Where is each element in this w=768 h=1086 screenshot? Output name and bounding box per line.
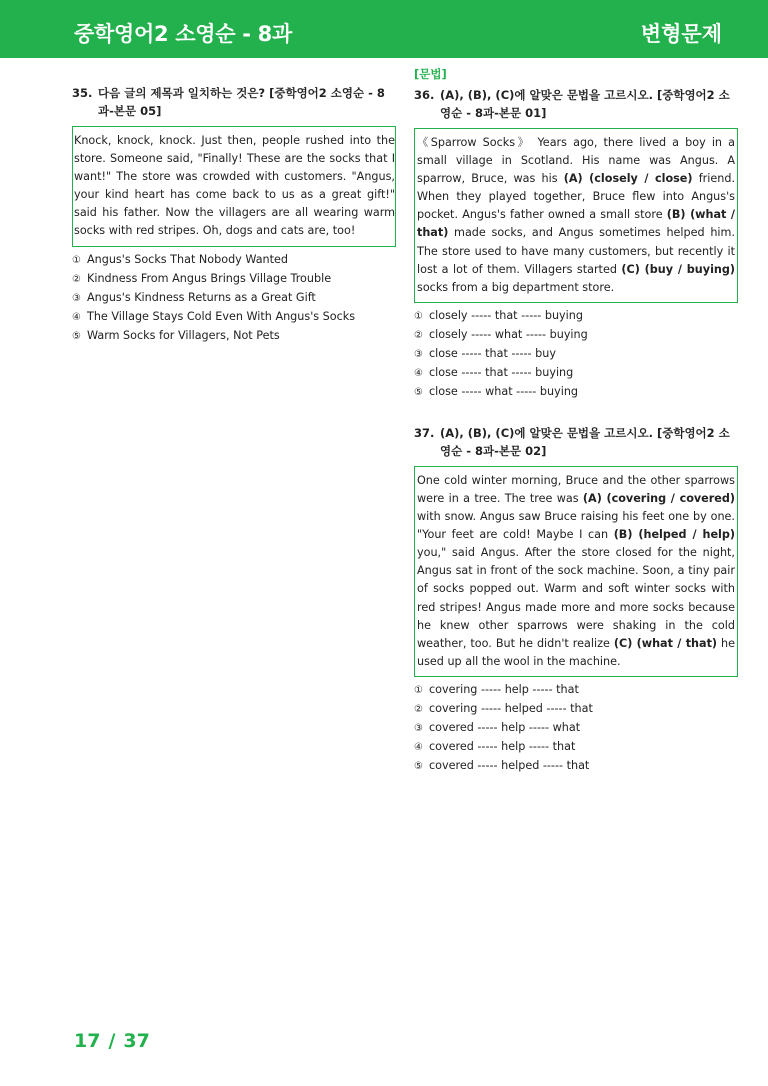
question-number: 35. — [72, 86, 93, 100]
question-text: (A), (B), (C)에 알맞은 문법을 고르시오. [중학영어2 소영순 - 8과-본문 01] — [440, 88, 730, 120]
option-1[interactable] — [414, 681, 738, 700]
blank-a: (A) (closely / close) — [563, 172, 693, 186]
question-35-prompt — [72, 84, 396, 120]
option-1[interactable] — [72, 251, 396, 270]
right-column — [414, 66, 738, 776]
left-column — [72, 84, 396, 346]
option-marker: ① — [72, 254, 81, 266]
option-text: covered ----- helped ----- that — [429, 758, 590, 772]
option-text: Kindness From Angus Brings Village Trouble — [87, 271, 332, 285]
current-page: 17 — [74, 1030, 101, 1052]
total-pages: 37 — [123, 1030, 150, 1052]
question-number: 37. — [414, 425, 435, 440]
blank-a: (A) (covering / covered) — [582, 491, 735, 505]
blank-c: (C) (buy / buying) — [621, 262, 735, 276]
blank-c: (C) (what / that) — [613, 636, 718, 650]
option-marker: ② — [414, 703, 423, 715]
page-separator: / — [108, 1030, 116, 1052]
option-marker: ① — [414, 684, 423, 696]
option-text: close ----- that ----- buy — [429, 346, 556, 360]
question-36-passage — [414, 128, 738, 303]
option-marker: ④ — [414, 367, 423, 379]
option-marker: ③ — [414, 722, 423, 734]
option-marker: ② — [72, 273, 81, 285]
option-3[interactable] — [414, 719, 738, 738]
question-text: 다음 글의 제목과 일치하는 것은? [중학영어2 소영순 - 8과-본문 05] — [98, 86, 385, 118]
question-35-passage: Knock, knock, knock. Just then, people rushed into the store. Someone said, "Finally! These are the socks that I want!" The store was crowded with customers. "Angus, your kind heart has come back to us as a great gift!" said his father. Now the villagers are all wearing warm socks with red stripes. Oh, dogs and cats are, too! — [72, 126, 396, 247]
option-4[interactable] — [72, 308, 396, 327]
question-number: 36. — [414, 88, 435, 102]
passage-text: One cold winter morning, Bruce and the other sparrows were in a tree. The tree was — [417, 473, 735, 505]
option-4[interactable] — [414, 738, 738, 757]
option-text: The Village Stays Cold Even With Angus's Socks — [87, 309, 356, 323]
spacer — [414, 402, 738, 424]
question-text: (A), (B), (C)에 알맞은 문법을 고르시오. [중학영어2 소영순 - 8과-본문 02] — [440, 425, 730, 458]
option-4[interactable] — [414, 364, 738, 383]
option-5[interactable] — [414, 383, 738, 402]
option-2[interactable] — [72, 270, 396, 289]
option-1[interactable] — [414, 307, 738, 326]
option-3[interactable] — [72, 289, 396, 308]
category-tag: [문법] — [414, 67, 447, 81]
question-37-prompt — [414, 424, 738, 460]
option-marker: ④ — [72, 311, 81, 323]
question-35-options — [72, 251, 396, 346]
option-marker: ⑤ — [414, 386, 423, 398]
header-title: 중학영어2 소영순 - 8과 — [74, 22, 292, 46]
option-3[interactable] — [414, 345, 738, 364]
passage-text: friend. When they played together, Bruce flew into Angus's pocket. Angus's father owned a small store — [417, 172, 735, 222]
question-37-options — [414, 681, 738, 776]
page-number — [74, 1030, 150, 1052]
option-marker: ⑤ — [72, 330, 81, 342]
option-marker: ④ — [414, 741, 423, 753]
passage-text: he used up all the wool in the machine. — [417, 636, 736, 668]
option-text: covered ----- help ----- that — [429, 739, 576, 753]
option-text: Angus's Socks That Nobody Wanted — [87, 252, 289, 266]
question-37-passage — [414, 466, 738, 677]
blank-b: (B) (what / that) — [417, 208, 735, 240]
option-text: covered ----- help ----- what — [429, 720, 581, 734]
option-marker: ③ — [414, 348, 423, 360]
option-marker: ⑤ — [414, 760, 423, 772]
option-marker: ① — [414, 310, 423, 322]
question-36-prompt — [414, 86, 738, 122]
option-text: close ----- what ----- buying — [429, 384, 579, 398]
option-5[interactable] — [414, 757, 738, 776]
option-marker: ③ — [72, 292, 81, 304]
option-2[interactable] — [414, 326, 738, 345]
option-text: Warm Socks for Villagers, Not Pets — [87, 328, 280, 342]
passage-text: you," said Angus. After the store closed for the night, Angus sat in front of the sock machine. Soon, a tiny pair of socks popped out. Warm and soft winter socks with red stripes! Angus made more and more socks because he knew other sparrows were shaking in the cold weather, too. But he didn't realize — [417, 546, 735, 650]
passage-text: with snow. Angus saw Bruce raising his feet one by one. "Your feet are cold! Maybe I can — [417, 510, 735, 542]
blank-b: (B) (helped / help) — [613, 528, 735, 542]
option-text: covering ----- help ----- that — [429, 682, 579, 696]
option-text: close ----- that ----- buying — [429, 365, 574, 379]
passage-text: made socks, and Angus sometimes helped him. The store used to have many customers, but recently it lost a lot of them. Villagers started — [417, 226, 735, 276]
question-36-options — [414, 307, 738, 402]
header-section-label: 변형문제 — [640, 22, 722, 46]
option-text: closely ----- what ----- buying — [429, 327, 588, 341]
option-5[interactable] — [72, 327, 396, 346]
option-text: closely ----- that ----- buying — [429, 308, 583, 322]
option-text: covering ----- helped ----- that — [429, 701, 593, 715]
option-marker: ② — [414, 329, 423, 341]
option-2[interactable] — [414, 700, 738, 719]
option-text: Angus's Kindness Returns as a Great Gift — [87, 290, 316, 304]
passage-text: socks from a big department store. — [417, 280, 615, 294]
passage-text: 《Sparrow Socks》 Years ago, there lived a boy in a small village in Scotland. His name was Angus. A sparrow, Bruce, was his — [417, 136, 735, 186]
page-header — [0, 0, 768, 58]
